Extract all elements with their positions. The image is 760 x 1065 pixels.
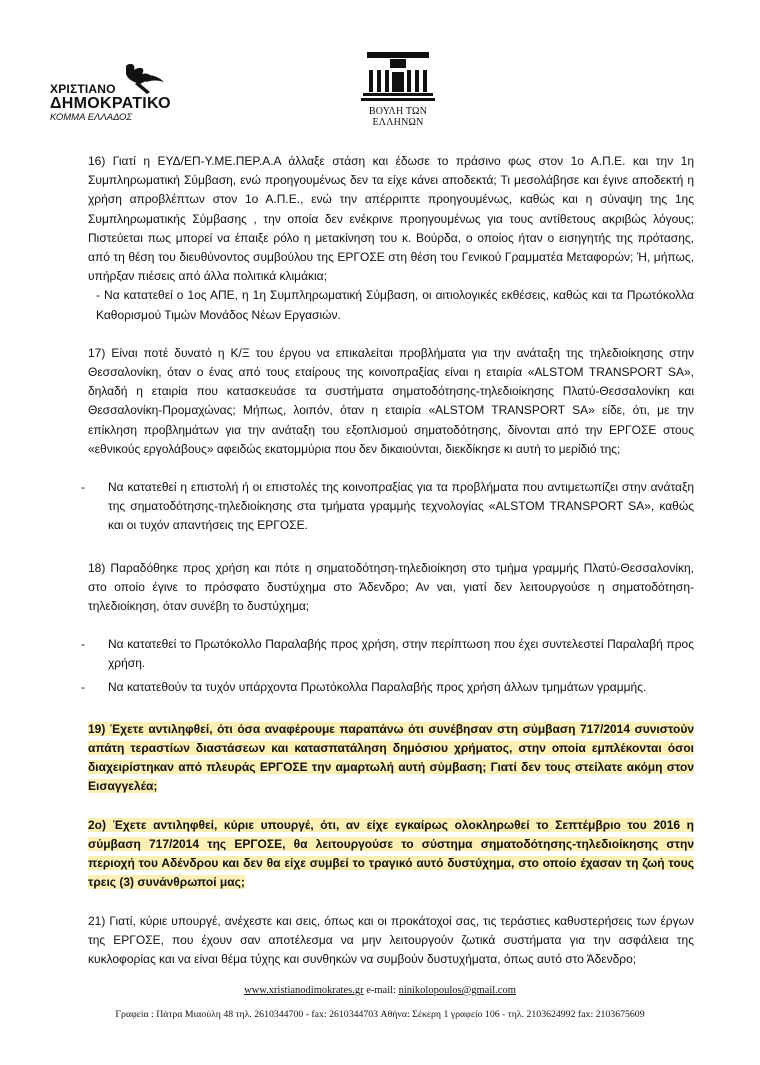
party-name-line3: ΚΟΜΜΑ ΕΛΛΑΔΟΣ <box>50 112 133 123</box>
question-16-request: - Να κατατεθεί ο 1ος ΑΠΕ, η 1η Συμπληρωματική Σύμβαση, οι αιτιολογικές εκθέσεις, καθώς και τα Πρωτόκολλα Καθορισμού Τιμών Μονάδος Νέων Εργασιών. <box>96 288 694 322</box>
website-link[interactable]: www.xristianodimokrates.gr <box>244 985 364 996</box>
bullet-text: Να κατατεθεί το Πρωτόκολλο Παραλαβής προς χρήση, στην περίπτωση που έχει συντελεστεί Παραλαβή προς χρήση. <box>108 637 694 671</box>
party-logo <box>48 62 178 122</box>
question-17: 17) Είναι ποτέ δυνατό η Κ/Ξ του έργου να επικαλείται προβλήματα για την ανάταξη της τηλεδιοίκησης στην Θεσσαλονίκη, όταν ο ένας από τους εταίρους της κοινοπραξίας είναι η εταιρία «ALSTOM TRANSPORT SA», δηλαδή η εταιρία που κατασκευάσε τα συστήματα σηματοδότησης-τηλεδιοίκησης Πλατύ-Θεσσαλονίκη και Θεσσαλονίκη-Προμαχώνας; Μήπως, λοιπόν, όταν η εταιρία «ALSTOM TRANSPORT SA» είδε, ότι, με την επίκληση προβλημάτων για την ανάταξη του εξοπλισμού σηματοδότησης, δίνονται από την ΕΡΓΟΣΕ στους «εθνικούς εργολάβους» αφειδώς εκατομμύρια που δεν δικαιούνται, διεκδίκησε κι αυτή το μερίδιό της; <box>88 345 694 456</box>
torch-icon <box>120 62 166 96</box>
bullet-dash: - <box>81 679 85 694</box>
document-body <box>81 152 694 969</box>
question-18-request-2 <box>81 678 694 697</box>
parliament-caption: ΒΟΥΛΗ ΤΩΝ ΕΛΛΗΝΩΝ <box>368 106 428 128</box>
bullet-text: Να κατατεθεί η επιστολή ή οι επιστολές της κοινοπραξίας για τα προβλήματα που αντιμετωπίζει στην ανάταξη της σηματοδότησης-τηλεδιοίκησης στα τμήματα γραμμής τεχνολογίας «ALSTOM TRANSPORT SA», καθώς και οι τυχόν απαντήσεις της ΕΡΓΟΣΕ. <box>108 480 694 533</box>
highlighted-text: 19) Έχετε αντιληφθεί, ότι όσα αναφέρουμε παραπάνω ότι συνέβησαν στη σύμβαση 717/2014 συνιστούν απάτη τεραστίων διαστάσεων και κατασπατάληση δημόσιου χρήματος, στην οποία εμπλέκονται όσοι διαχειρίστηκαν από πλευράς ΕΡΓΟΣΕ την αμαρτωλή αυτή σύμβαση; Γιατί δεν τους στείλατε ακόμη στον Εισαγγελέα; <box>88 721 694 794</box>
question-16: 16) Γιατί η ΕΥΔ/ΕΠ-Υ.ΜΕ.ΠΕΡ.Α.Α άλλαξε στάση και έδωσε το πράσινο φως στον 1ο Α.Π.Ε. και την 1η Συμπληρωματική Σύμβαση, ενώ προηγουμένως δεν τα είχε κάνει αποδεκτά; Τι μεσολάβησε και έγινε αποδεκτή η χρήση απροβλέπτων στον 1ο Α.Π.Ε., ενώ την απέρριπτε προηγουμένως, καθώς και η σύναψη της 1ης Συμπληρωματικής Σύμβασης , την οποία δεν ενέκρινε προηγουμένως για τους αντίθετους ακριβώς λόγους; Πιστεύεται πως μπορεί να έπαιξε ρόλο η μετακίνηση του κ. Βούρδα, ο οποίος ήταν ο εισηγητής της πρότασης, από τη θέση του διευθύνοντος συμβούλου της ΕΡΓΟΣΕ στη θέση του Γενικού Γραμματέα Μεταφορών; Ή, μήπως, υπήρξαν πιέσεις από άλλα πολιτικά κλιμάκια; <box>88 154 694 284</box>
email-link[interactable]: ninikolopoulos@gmail.com <box>398 985 516 996</box>
parliament-building-icon <box>361 50 435 102</box>
parliament-logo <box>344 50 454 128</box>
question-21: 21) Γιατί, κύριε υπουργέ, ανέχεστε και σεις, όπως και οι προκάτοχοί σας, τις τεράστιες καθυστερήσεις των έργων της ΕΡΓΟΣΕ, που έχουν σαν αποτέλεσμα να μην λειτουργούν ζωτικά συστήματα για την ασφάλεια της κυκλοφορίας και να είναι θέμα τύχης και συνθηκών να συμβούν δυστυχήματα, όπως αυτό στο Άδενδρο; <box>88 913 694 966</box>
question-18: 18) Παραδόθηκε προς χρήση και πότε η σηματοδότηση-τηλεδιοίκηση στο τμήμα γραμμής Πλατύ-Θεσσαλονίκη, στο οποίο έγινε το πρόσφατο δυστύχημα στο Άδενδρο; Αν ναι, γιατί δεν λειτουργούσε η σηματοδότηση-τηλεδιοίκηση, όταν συνέβη το δυστύχημα; <box>88 560 694 614</box>
question-18-request-1 <box>81 635 694 673</box>
bullet-text: Να κατατεθούν τα τυχόν υπάρχοντα Πρωτόκολλα Παραλαβής προς χρήση άλλων τμημάτων γραμμής. <box>108 679 647 694</box>
party-name-line2: ΔΗΜΟΚΡΑΤΙΚΟ <box>50 95 171 112</box>
question-20 <box>88 816 694 893</box>
footer-contacts <box>0 985 760 996</box>
email-label: e-mail: <box>366 985 396 996</box>
highlighted-text: 2ο) Έχετε αντιληφθεί, κύριε υπουργέ, ότι, αν είχε εγκαίρως ολοκληρωθεί το Σεπτέμβριο του 2016 η σύμβαση 717/2014 της ΕΡΓΟΣΕ, θα λειτουργούσε το σύστημα σηματοδότησης-τηλεδιοίκησης στην περιοχή του Αδένδρου και δεν θα είχε συμβεί το τραγικό αυτό δυστύχημα, στο οποίο έχασαν τη ζωή τους τρεις (3) συνάνθρωποί μας; <box>88 817 694 890</box>
question-17-request <box>81 478 694 536</box>
bullet-dash: - <box>81 637 85 652</box>
footer-offices: Γραφεία : Πάτρα Μιαούλη 48 τηλ. 2610344700 - fax: 2610344703 Αθήνα: Σέκερη 1 γραφείο 106 - τηλ. 2103624992 fax: 2103675609 <box>115 1009 645 1020</box>
party-name-line1: ΧΡΙΣΤΙΑΝΟ <box>50 82 116 96</box>
bullet-dash: - <box>81 480 85 495</box>
question-19 <box>88 720 694 797</box>
